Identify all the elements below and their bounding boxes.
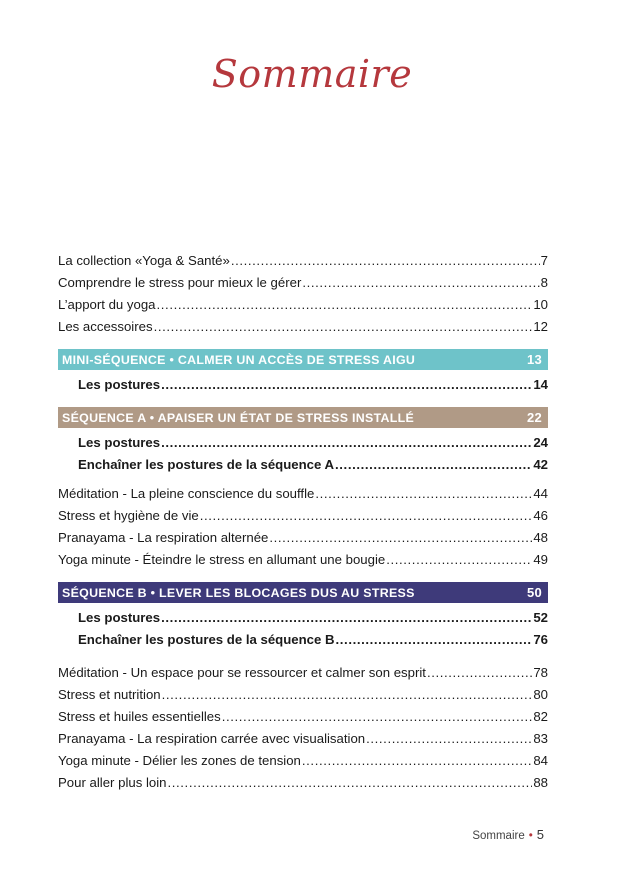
toc-entry-label: Stress et nutrition [58,687,161,702]
toc-entry-label: Stress et huiles essentielles [58,709,221,724]
toc-entry-label: Méditation - La pleine conscience du souffle [58,486,315,501]
toc-entry-page: 76 [533,632,548,647]
toc-entry-label: Yoga minute - Délier les zones de tension [58,753,301,768]
toc-entry-page: 83 [533,731,548,746]
toc-entry-page: 84 [533,753,548,768]
footer-bullet: • [528,830,533,842]
toc-entry-page: 42 [533,457,548,472]
toc-entry-accessoires[interactable] [58,316,548,338]
dot-leader [162,684,533,706]
dot-leader [336,629,533,651]
toc-entry-page: 12 [533,319,548,334]
footer-page-number: 5 [536,827,544,842]
toc-entry-page: 52 [533,610,548,625]
toc-entry-page: 24 [533,435,548,450]
toc-entry-meditation-souffle[interactable] [58,483,548,505]
toc-entry-a-postures[interactable] [58,432,548,454]
toc-entry-bougie[interactable] [58,549,548,571]
toc-entry-b-postures[interactable] [58,607,548,629]
toc-entry-label: Yoga minute - Éteindre le stress en allumant une bougie [58,552,386,567]
toc-entry-label: Les accessoires [58,319,153,334]
toc-entry-page: 80 [533,687,548,702]
toc-entry-label: Les postures [78,435,161,450]
dot-leader [161,607,532,629]
dot-leader [315,483,532,505]
toc-entry-label: L’apport du yoga [58,297,156,312]
section-header-sequence-b[interactable] [58,582,548,603]
section-header-page: 50 [526,585,542,600]
toc-entry-b-enchainer[interactable] [58,629,548,651]
section-header-page: 22 [526,410,542,425]
toc-entry-label: Stress et hygiène de vie [58,508,199,523]
dot-leader [302,272,539,294]
toc-entry-huiles[interactable] [58,706,548,728]
section-header-sequence-a[interactable] [58,407,548,428]
section-header-mini-sequence[interactable] [58,349,548,370]
section-header-label: SÉQUENCE B • LEVER LES BLOCAGES DUS AU STRESS [62,585,415,600]
dot-leader [161,432,532,454]
toc-entry-page: 46 [533,508,548,523]
toc-entry-page: 7 [540,253,548,268]
toc-entry-page: 88 [533,775,548,790]
page-title: Sommaire [211,52,413,96]
toc-entry-a-enchainer[interactable] [58,454,548,476]
dot-leader [157,294,533,316]
toc-entry-apport[interactable] [58,294,548,316]
toc-entry-page: 49 [533,552,548,567]
toc-entry-label: Pranayama - La respiration carrée avec visualisation [58,731,366,746]
page-footer [0,827,544,842]
dot-leader [366,728,532,750]
toc-entry-page: 44 [533,486,548,501]
toc-entry-label: Les postures [78,377,161,392]
dot-leader [386,549,532,571]
section-header-label: MINI-SÉQUENCE • CALMER UN ACCÈS DE STRESS AIGU [62,352,416,367]
toc-entry-label: Méditation - Un espace pour se ressourcer et calmer son esprit [58,665,426,680]
dot-leader [200,505,533,527]
toc-entry-respiration-alternee[interactable] [58,527,548,549]
toc-entry-page: 10 [533,297,548,312]
toc-entry-label: Enchaîner les postures de la séquence B [78,632,335,647]
toc-entry-label: Enchaîner les postures de la séquence A [78,457,335,472]
section-header-label: SÉQUENCE A • APAISER UN ÉTAT DE STRESS INSTALLÉ [62,410,415,425]
toc-entry-page: 8 [540,275,548,290]
toc-entry-page: 14 [533,377,548,392]
toc-entry-plus-loin[interactable] [58,772,548,794]
toc-entry-mini-postures[interactable] [58,374,548,396]
toc-entry-nutrition[interactable] [58,684,548,706]
toc-entry-page: 48 [533,530,548,545]
dot-leader [269,527,532,549]
toc-entry-zones-tension[interactable] [58,750,548,772]
toc-entry-respiration-carree[interactable] [58,728,548,750]
toc-entry-label: Les postures [78,610,161,625]
toc-entry-comprendre[interactable] [58,272,548,294]
toc-entry-page: 78 [533,665,548,680]
section-header-page: 13 [526,352,542,367]
table-of-contents [58,250,548,794]
toc-entry-label: La collection «Yoga & Santé» [58,253,230,268]
toc-entry-hygiene[interactable] [58,505,548,527]
dot-leader [335,454,532,476]
dot-leader [154,316,533,338]
dot-leader [168,772,533,794]
toc-entry-page: 82 [533,709,548,724]
toc-entry-label: Comprendre le stress pour mieux le gérer [58,275,302,290]
dot-leader [161,374,532,396]
dot-leader [302,750,532,772]
dot-leader [222,706,533,728]
toc-entry-collection[interactable] [58,250,548,272]
dot-leader [427,662,532,684]
toc-entry-label: Pranayama - La respiration alternée [58,530,269,545]
toc-entry-meditation-espace[interactable] [58,662,548,684]
toc-entry-label: Pour aller plus loin [58,775,167,790]
dot-leader [231,250,540,272]
footer-label: Sommaire [472,830,525,842]
